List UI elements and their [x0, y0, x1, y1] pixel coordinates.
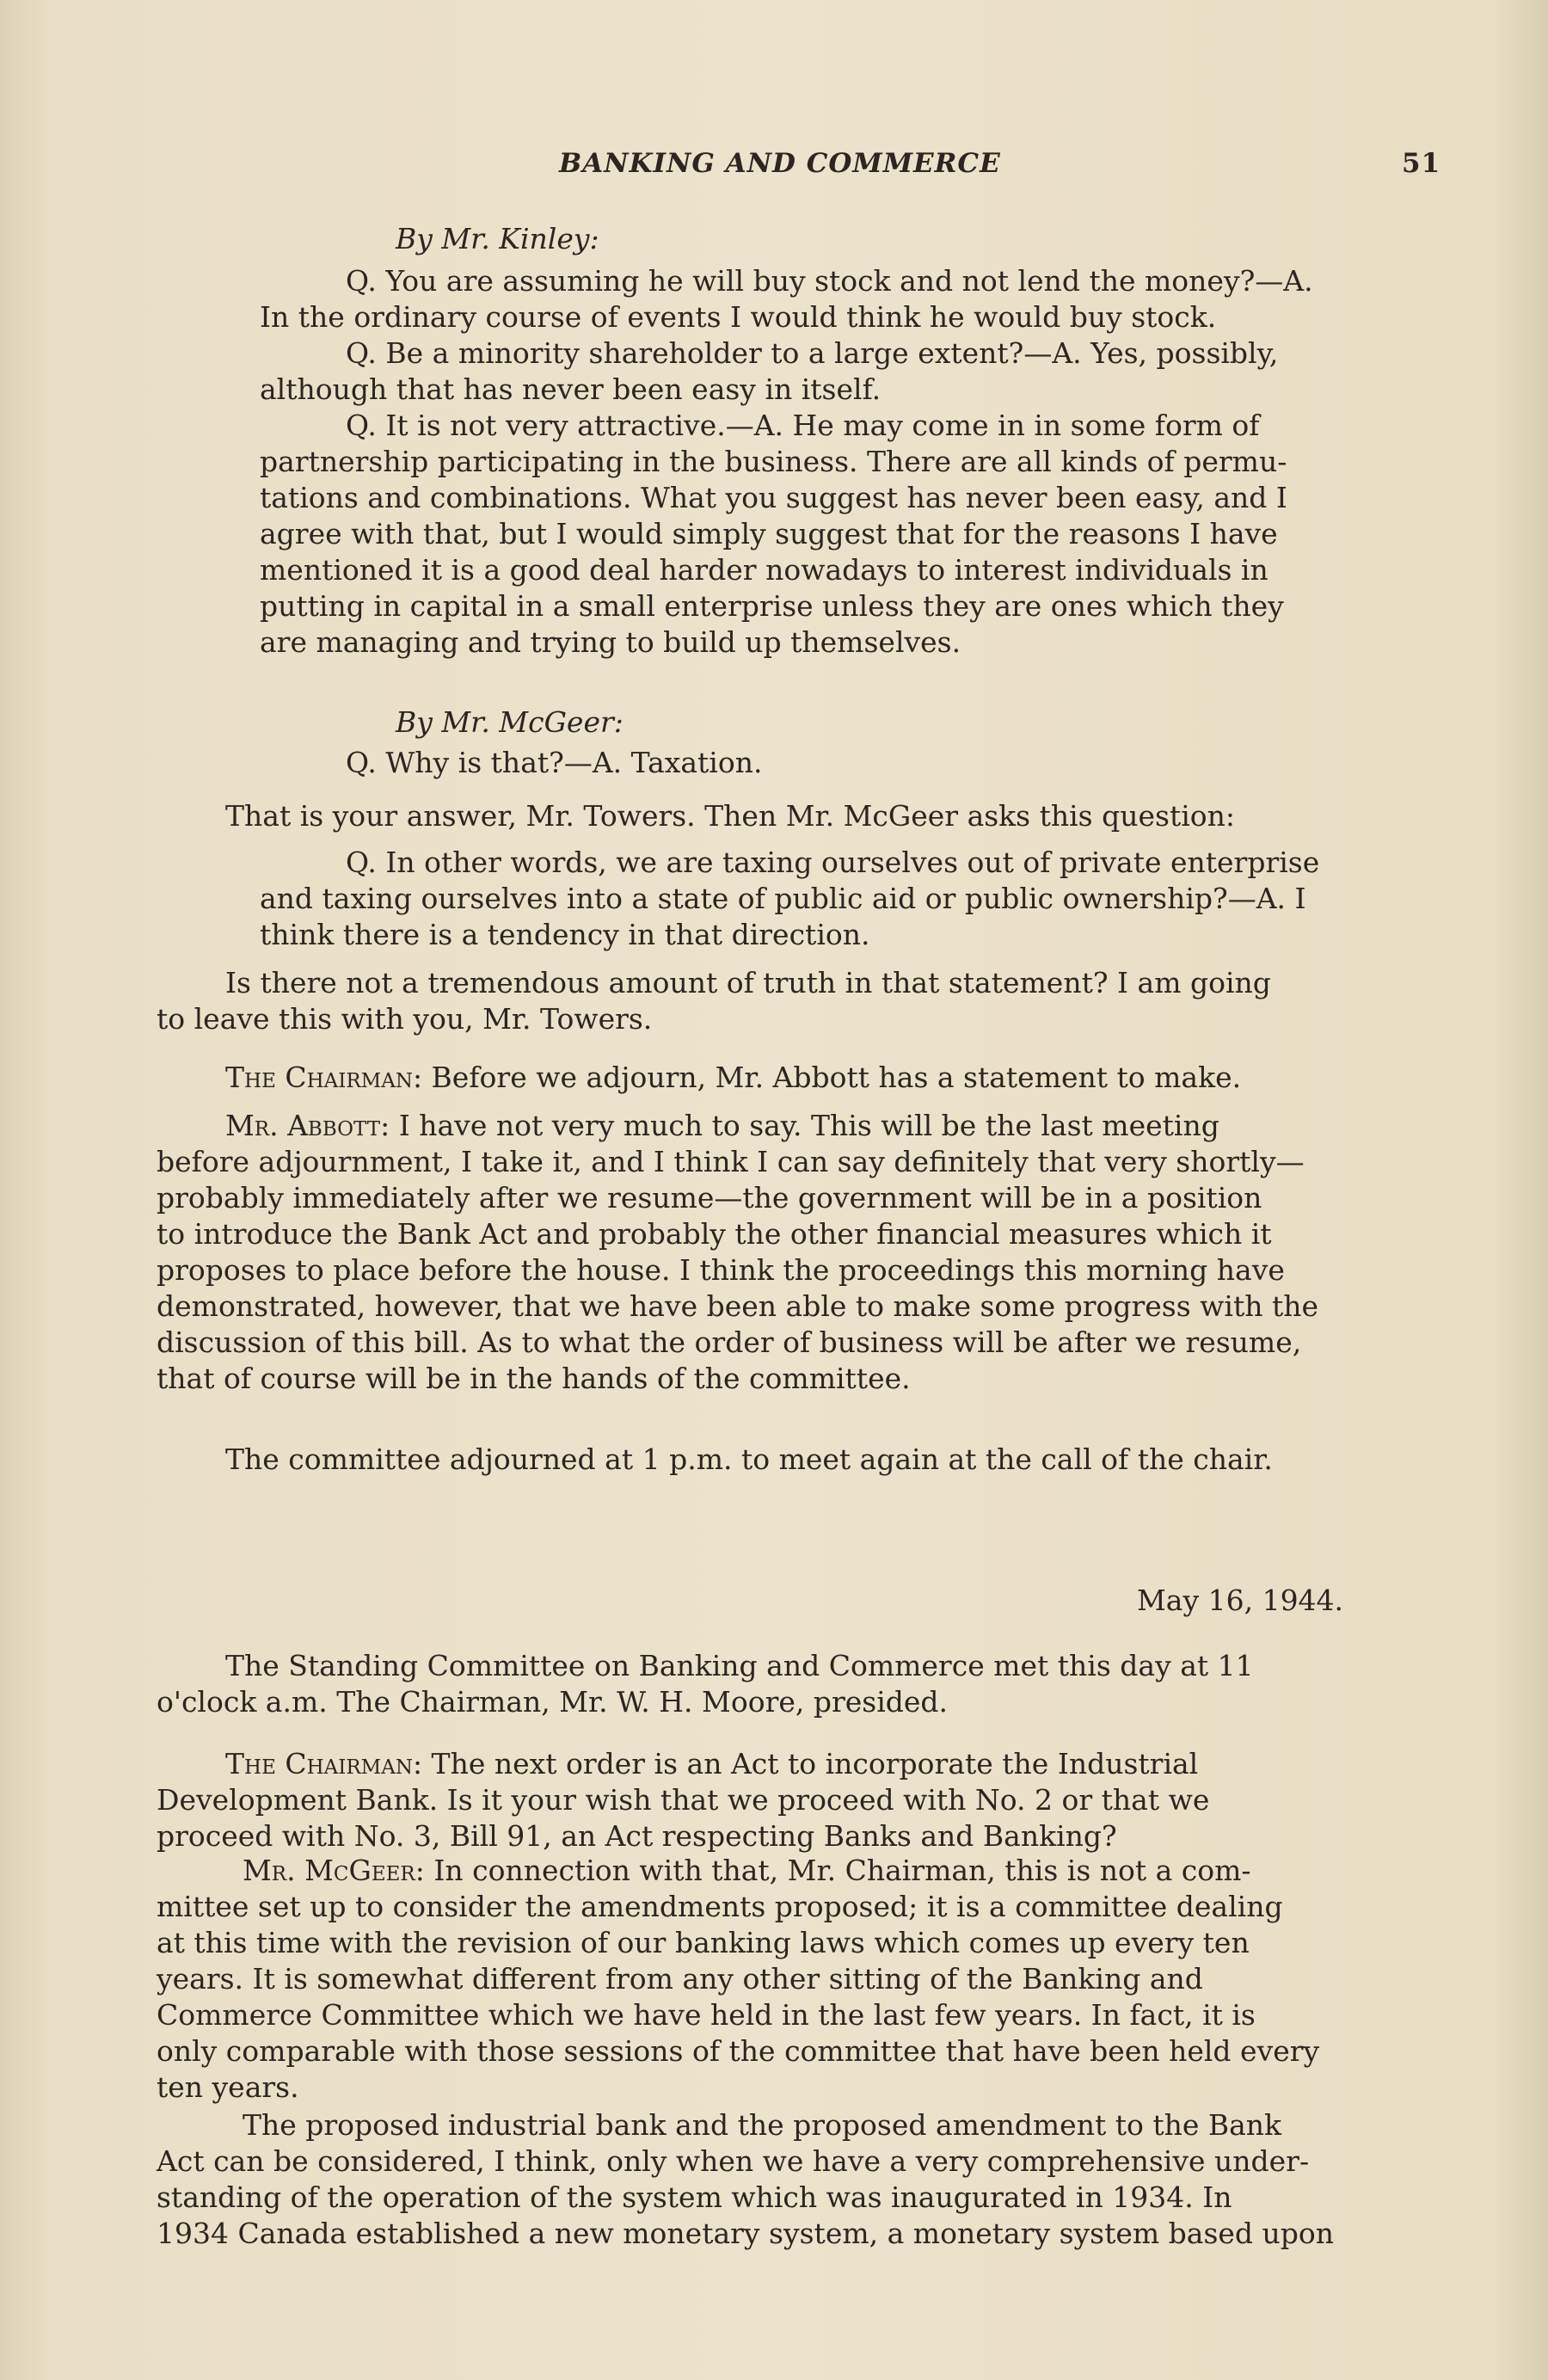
speech-text: : In connection with that, Mr. Chairman, this is not a com- [415, 1854, 1251, 1887]
text-line: partnership participating in the business. There are all kinds of permu- [260, 445, 1287, 478]
text-line: putting in capital in a small enterprise unless they are ones which they [260, 589, 1284, 623]
text-line: The Standing Committee on Banking and Commerce met this day at 11 [225, 1649, 1254, 1682]
text-line: standing of the operation of the system which was inaugurated in 1934. In [157, 2180, 1232, 2214]
text-line: proceed with No. 3, Bill 91, an Act respecting Banks and Banking? [157, 1819, 1117, 1853]
text-line: although that has never been easy in itself. [260, 372, 882, 406]
text-line: o'clock a.m. The Chairman, Mr. W. H. Moore, presided. [157, 1685, 949, 1719]
session-date: May 16, 1944. [1137, 1584, 1344, 1617]
mcgeer-exchange: Q. Why is that?—A. Taxation. [346, 746, 763, 779]
text-line: Q. It is not very attractive.—A. He may come in in some form of [346, 409, 1260, 442]
text-line: are managing and trying to build up themselves. [260, 625, 961, 659]
speech-text: : Before we adjourn, Mr. Abbott has a statement to make. [412, 1061, 1242, 1094]
text-line [157, 1746, 1209, 1782]
text-line [157, 1853, 1319, 1889]
text-line: Q. In other words, we are taxing ourselves out of private enterprise [346, 846, 1320, 879]
page-number: 51 [1402, 148, 1441, 179]
text-line: Is there not a tremendous amount of truth in that statement? I am going [225, 966, 1271, 999]
text-line: demonstrated, however, that we have been able to make some progress with the [157, 1289, 1319, 1323]
text-line: The proposed industrial bank and the proposed amendment to the Bank [243, 2108, 1282, 2142]
speaker-name: Mr. Abbott [225, 1109, 381, 1142]
text-line: years. It is somewhat different from any other sitting of the Banking and [157, 1962, 1203, 1996]
mcgeer-heading: By Mr. McGeer: [396, 705, 624, 739]
kinley-exchange [260, 263, 1313, 661]
text-line: mittee set up to consider the amendments proposed; it is a committee dealing [157, 1890, 1283, 1923]
running-title: BANKING AND COMMERCE [559, 148, 1001, 179]
text-line: discussion of this bill. As to what the order of business will be after we resume, [157, 1325, 1302, 1359]
text-line: tations and combinations. What you suggest has never been easy, and I [260, 481, 1287, 514]
quoted-question [260, 845, 1319, 953]
text-line: Act can be considered, I think, only when we have a very comprehensive under- [157, 2144, 1310, 2178]
text-line: to leave this with you, Mr. Towers. [157, 1002, 653, 1036]
text-line: mentioned it is a good deal harder nowadays to interest individuals in [260, 553, 1268, 587]
speaker-name: Mr. McGeer [243, 1854, 415, 1887]
towers-answer-paragraph: That is your answer, Mr. Towers. Then Mr. McGeer asks this question: [225, 799, 1235, 833]
speaker-name: The Chairman [225, 1747, 413, 1780]
text-line: In the ordinary course of events I would think he would buy stock. [260, 300, 1217, 334]
adjournment-note: The committee adjourned at 1 p.m. to meet again at the call of the chair. [225, 1442, 1273, 1476]
mcgeer-statement [157, 1853, 1319, 2106]
text-line: probably immediately after we resume—the government will be in a position [157, 1181, 1262, 1215]
final-paragraph [157, 2107, 1334, 2252]
kinley-heading: By Mr. Kinley: [396, 222, 599, 255]
text-line: 1934 Canada established a new monetary system, a monetary system based upon [157, 2217, 1335, 2250]
text-line: Q. You are assuming he will buy stock and not lend the money?—A. [346, 264, 1313, 298]
text-line [157, 1108, 1318, 1144]
speaker-name: The Chairman [225, 1061, 413, 1094]
truth-paragraph [157, 965, 1271, 1037]
text-line: that of course will be in the hands of the committee. [157, 1362, 911, 1395]
text-line: only comparable with those sessions of the committee that have been held every [157, 2034, 1320, 2068]
text-line: to introduce the Bank Act and probably the other financial measures which it [157, 1217, 1272, 1251]
text-line: Q. Be a minority shareholder to a large extent?—A. Yes, possibly, [346, 336, 1279, 370]
text-line: proposes to place before the house. I think the proceedings this morning have [157, 1253, 1285, 1287]
chairman-order-statement [157, 1746, 1209, 1854]
text-line: before adjournment, I take it, and I think I can say definitely that very shortly— [157, 1145, 1305, 1178]
text-line: think there is a tendency in that direction. [260, 918, 870, 951]
speech-text: : I have not very much to say. This will be the last meeting [380, 1109, 1219, 1142]
abbott-statement [157, 1108, 1318, 1397]
text-line: and taxing ourselves into a state of public aid or public ownership?—A. I [260, 882, 1306, 915]
text-line: at this time with the revision of our banking laws which comes up every ten [157, 1926, 1250, 1959]
session-intro [157, 1648, 1254, 1720]
text-line: agree with that, but I would simply suggest that for the reasons I have [260, 517, 1278, 550]
text-line: ten years. [157, 2070, 299, 2104]
text-line: Commerce Committee which we have held in the last few years. In fact, it is [157, 1998, 1256, 2032]
chairman-statement [225, 1060, 1241, 1096]
speech-text: : The next order is an Act to incorporate the Industrial [412, 1747, 1199, 1780]
text-line: Development Bank. Is it your wish that we proceed with No. 2 or that we [157, 1783, 1210, 1817]
